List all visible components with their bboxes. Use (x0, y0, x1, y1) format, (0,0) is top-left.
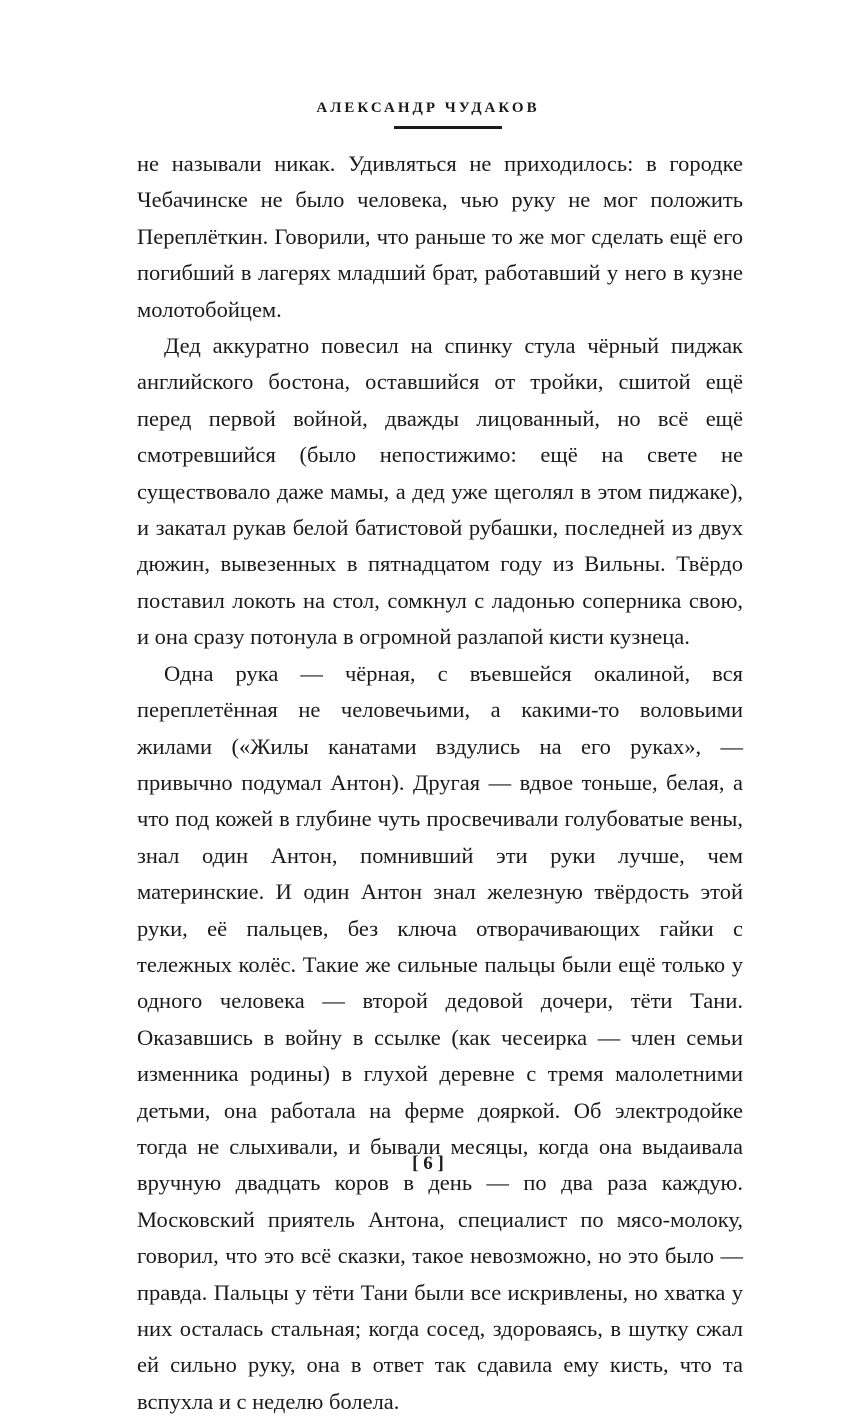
page-number: [ 6 ] (412, 1153, 444, 1174)
paragraph-2: Дед аккуратно повесил на спинку стула чёрный пиджак английского бостона, оставшийся от тройки, сшитой ещё перед первой войной, дважды лицованный, но всё ещё смотревшийся (было непостижимо: ещё на свете не существовало даже мамы, а дед уже щеголял в этом пиджаке), и закатал рукав белой батистовой рубашки, последней из двух дюжин, вывезенных в пятнадцатом году из Вильны. Твёрдо поставил локоть на стол, сомкнул с ладонью соперника свою, и она сразу потонула в огромной разлапой кисти кузнеца. (137, 333, 743, 650)
paragraph-1: не называли никак. Удивляться не приходилось: в городке Чебачинске не было человека, чью руку не мог положить Переплёткин. Говорили, что раньше то же мог сделать ещё его погибший в лагерях младший брат, работавший у него в кузне молотобойцем. (137, 151, 743, 322)
body-text (137, 146, 743, 1420)
header-rule (394, 126, 502, 129)
running-head-author: АЛЕКСАНДР ЧУДАКОВ (316, 100, 540, 116)
paragraph-3: Одна рука — чёрная, с въевшейся окалиной, вся переплетённая не человечьими, а какими-то воловьими жилами («Жилы канатами вздулись на его руках», — привычно подумал Антон). Другая — вдвое тоньше, белая, а что под кожей в глубине чуть просвечивали голубоватые вены, знал один Антон, помнивший эти руки лучше, чем материнские. И один Антон знал железную твёрдость этой руки, её пальцев, без ключа отворачивающих гайки с тележных колёс. Такие же сильные пальцы были ещё только у одного человека — второй дедовой дочери, тёти Тани. Оказавшись в войну в ссылке (как чесеирка — член семьи изменника родины) в глухой деревне с тремя малолетними детьми, она работала на ферме дояркой. Об электродойке тогда не слыхивали, и бывали месяцы, когда она выдаивала вручную двадцать коров в день — по два раза каждую. Московский приятель Антона, специалист по мясо-молоку, говорил, что это всё сказки, такое невозможно, но это было — правда. Пальцы у тёти Тани были все искривлены, но хватка у них осталась стальная; когда сосед, здороваясь, в шутку сжал ей сильно руку, она в ответ так сдавила ему кисть, что та вспухла и с неделю болела. (137, 660, 743, 1414)
